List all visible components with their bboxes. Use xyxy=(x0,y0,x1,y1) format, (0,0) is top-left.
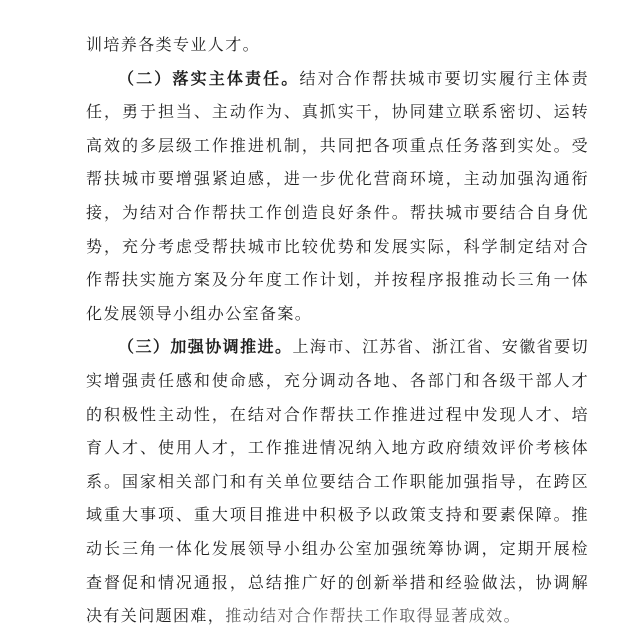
section-3-paragraph xyxy=(86,330,589,632)
section-2-paragraph xyxy=(86,62,589,331)
section-3-last-line: 推动结对合作帮扶工作取得显著成效。 xyxy=(225,606,522,626)
section-2-heading: （二）落实主体责任。 xyxy=(118,68,300,88)
section-2-body: 结对合作帮扶城市要切实履行主体责任，勇于担当、主动作为、真抓实干，协同建立联系密切、运转高效的多层级工作推进机制，共同把各项重点任务落到实处。受帮扶城市要增强紧迫感，进一步优化营商环境，主动加强沟通衔接，为结对合作帮扶工作创造良好条件。帮扶城市要结合自身优势，充分考虑受帮扶城市比较优势和发展实际，科学制定结对合作帮扶实施方案及分年度工作计划，并按程序报推动长三角一体化发展领导小组办公室备案。 xyxy=(86,68,589,323)
section-3-heading: （三）加强协调推进。 xyxy=(118,337,293,357)
continuation-line: 训培养各类专业人才。 xyxy=(86,35,261,54)
section-3-body: 上海市、江苏省、浙江省、安徽省要切实增强责任感和使命感，充分调动各地、各部门和各级干部人才的积极性主动性，在结对合作帮扶工作推进过程中发现人才、培育人才、使用人才，工作推进情况纳入地方政府绩效评价考核体系。国家相关部门和有关单位要结合工作职能加强指导，在跨区域重大事项、重大项目推进中积极予以政策支持和要素保障。推动长三角一体化发展领导小组办公室加强统筹协调，定期开展检查督促和情况通报，总结推广好的创新举措和经验做法，协调解决有关问题困难， xyxy=(86,337,589,626)
